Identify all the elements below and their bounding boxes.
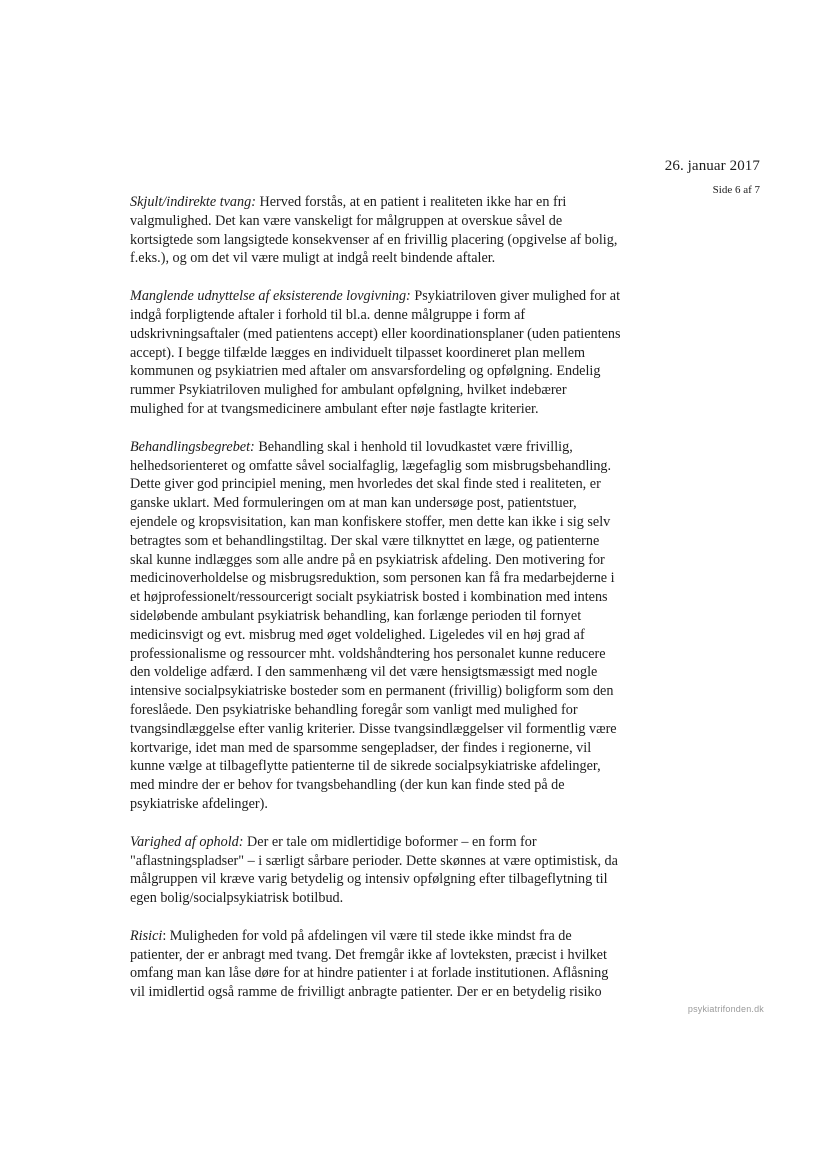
line-text: helhedsorienteret og omfatte såvel socialfaglig, lægefaglig som misbrugsbehandling.	[130, 457, 612, 474]
text-line	[130, 833, 612, 852]
document-body	[130, 193, 621, 1021]
text-line	[130, 381, 612, 400]
line-text: Behandling skal i henhold til lovudkastet være frivillig,	[254, 438, 573, 455]
line-text: medicinsvigt og evt. misbrug med øget voldelighed. Ligeledes vil en høj grad af	[130, 626, 585, 643]
text-line	[130, 532, 612, 551]
line-text: omfang man kan låse døre for at hindre patienter i at forlade institutionen. Aflåsning	[130, 965, 609, 982]
text-line	[130, 946, 612, 965]
text-line	[130, 475, 612, 494]
text-line	[130, 457, 612, 476]
line-text: vil imidlertid også ramme de frivilligt anbragte patienter. Der er en betydelig risiko	[130, 984, 602, 1001]
line-text: rummer Psykiatriloven mulighed for ambulant opfølgning, hvilket indebærer	[130, 382, 567, 399]
line-text: valgmulighed. Det kan være vanskeligt for målgruppen at overskue såvel de	[130, 212, 563, 229]
text-line	[130, 231, 618, 250]
paragraph	[130, 193, 618, 268]
text-line	[130, 287, 621, 306]
text-line	[130, 757, 612, 776]
line-text: tvangsindlæggelse efter vanlig kriterier. Disse tvangsindlæggelser vil formentlig være	[130, 720, 617, 737]
footer-url: psykiatrifonden.dk	[687, 1004, 764, 1014]
text-line	[130, 739, 612, 758]
line-text: med mindre der er behov for tvangsbehandling (der kun kan finde sted på de	[130, 777, 565, 794]
line-text: skal kunne indlægges som alle andre på en psykiatrisk afdeling. Den motivering for	[130, 551, 605, 568]
text-line	[130, 964, 612, 983]
paragraph-heading: Risici	[130, 927, 163, 944]
paragraph	[130, 833, 618, 908]
line-text: Dette giver god principiel mening, men hvorledes det skal finde sted i realiteten, er	[130, 476, 601, 493]
line-text: udskrivningsaftaler (med patientens accept) eller koordinationsplaner (uden patientens	[130, 325, 621, 342]
text-line	[130, 212, 612, 231]
line-text: sideløbende ambulant psykiatrisk behandling, kan forlænge perioden til fornyet	[130, 607, 582, 624]
paragraph-heading: Manglende udnyttelse af eksisterende lovgivning:	[130, 288, 411, 305]
line-text: kunne vælge at tilbageflytte patienterne til de sikrede socialpsykiatriske afdelinger,	[130, 758, 601, 775]
text-line	[130, 701, 612, 720]
paragraph	[130, 927, 612, 1002]
text-line	[130, 438, 612, 457]
line-text: Der er tale om midlertidige boformer – en form for	[243, 833, 537, 850]
text-line	[130, 626, 612, 645]
line-text: indgå forpligtende aftaler i forhold til bl.a. denne målgruppe i form af	[130, 306, 526, 323]
text-line	[130, 193, 612, 212]
line-text: f.eks.), og om det vil være muligt at indgå reelt bindende aftaler.	[130, 250, 496, 267]
line-text: professionalisme og ressourcer mht. voldshåndtering hos personalet kunne reducere	[130, 645, 606, 662]
text-line	[130, 607, 612, 626]
line-text: patienter, der er anbragt med tvang. Det fremgår ikke af lovteksten, præcist i hvilket	[130, 946, 607, 963]
text-line	[130, 513, 612, 532]
line-text: Herved forstås, at en patient i realiteten ikke har en fri	[255, 194, 567, 210]
line-text: ganske uklart. Med formuleringen om at man kan undersøge post, patientstuer,	[130, 495, 577, 512]
line-text: mulighed for at tvangsmedicinere ambulant efter nøje fastlagte kriterier.	[130, 400, 539, 417]
line-text: : Muligheden for vold på afdelingen vil være til stede ikke mindst fra de	[162, 927, 572, 944]
line-text: Psykiatriloven giver mulighed for at	[410, 288, 621, 305]
line-text: et højprofessionelt/ressourcerigt socialt psykiatrisk bosted i kombination med intens	[130, 589, 608, 606]
line-text: ejendele og kropsvisitation, kan man konfiskere stoffer, men dette kan ikke i sig selv	[130, 513, 611, 530]
line-text: accept). I begge tilfælde lægges en individuelt tilpasset koordineret plan mellem	[130, 344, 586, 361]
document-date: 26. januar 2017	[664, 158, 760, 174]
text-line	[130, 400, 612, 419]
text-line	[130, 983, 612, 1002]
line-text: egen bolig/socialpsykiatrisk botilbud.	[130, 890, 344, 907]
line-text: "aflastningspladser" – i særligt sårbare perioder. Dette skønnes at være optimistisk, da	[130, 852, 618, 869]
text-line	[130, 569, 615, 588]
text-line	[130, 870, 612, 889]
paragraph	[130, 287, 621, 419]
text-line	[130, 344, 612, 363]
text-line	[130, 249, 612, 268]
line-text: foreslåede. Den psykiatriske behandling foregår som vanligt med mulighed for	[130, 701, 578, 718]
text-line	[130, 682, 612, 701]
paragraph-heading: Varighed af ophold:	[130, 833, 244, 850]
text-line	[130, 362, 612, 381]
text-line	[130, 645, 612, 664]
text-line	[130, 551, 612, 570]
text-line	[130, 927, 612, 946]
line-text: kortsigtede som langsigtede konsekvenser af en frivillig placering (opgivelse af bolig,	[130, 231, 618, 248]
paragraph-heading: Skjult/indirekte tvang:	[130, 194, 256, 210]
line-text: kommunen og psykiatrien med aftaler om ansvarsfordeling og opfølgning. Endelig	[130, 363, 601, 380]
text-line	[130, 720, 617, 739]
line-text: betragtes som et behandlingstiltag. Der skal være tilknyttet en læge, og patienterne	[130, 532, 600, 549]
paragraph-heading: Behandlingsbegrebet:	[130, 438, 255, 455]
text-line	[130, 795, 612, 814]
text-line	[130, 588, 612, 607]
line-text: den voldelige adfærd. I den sammenhæng vil det være hensigtsmæssigt med nogle	[130, 664, 598, 681]
text-line	[130, 663, 612, 682]
page-number: Side 6 af 7	[712, 184, 760, 196]
text-line	[130, 889, 612, 908]
text-line	[130, 325, 621, 344]
line-text: intensive socialpsykiatriske bosteder som en permanent (frivillig) boligform som den	[130, 683, 614, 700]
text-line	[130, 776, 612, 795]
line-text: kortvarige, idet man med de sparsomme sengepladser, der findes i regionerne, vil	[130, 739, 592, 756]
line-text: målgruppen vil kræve varig betydelig og intensiv opfølgning efter tilbageflytning til	[130, 871, 608, 888]
paragraph	[130, 438, 617, 814]
line-text: psykiatriske afdelinger).	[130, 795, 268, 812]
text-line	[130, 494, 612, 513]
text-line	[130, 306, 612, 325]
text-line	[130, 852, 618, 871]
line-text: medicinoverholdelse og misbrugsreduktion, som personen kan få fra medarbejderne i	[130, 570, 615, 587]
